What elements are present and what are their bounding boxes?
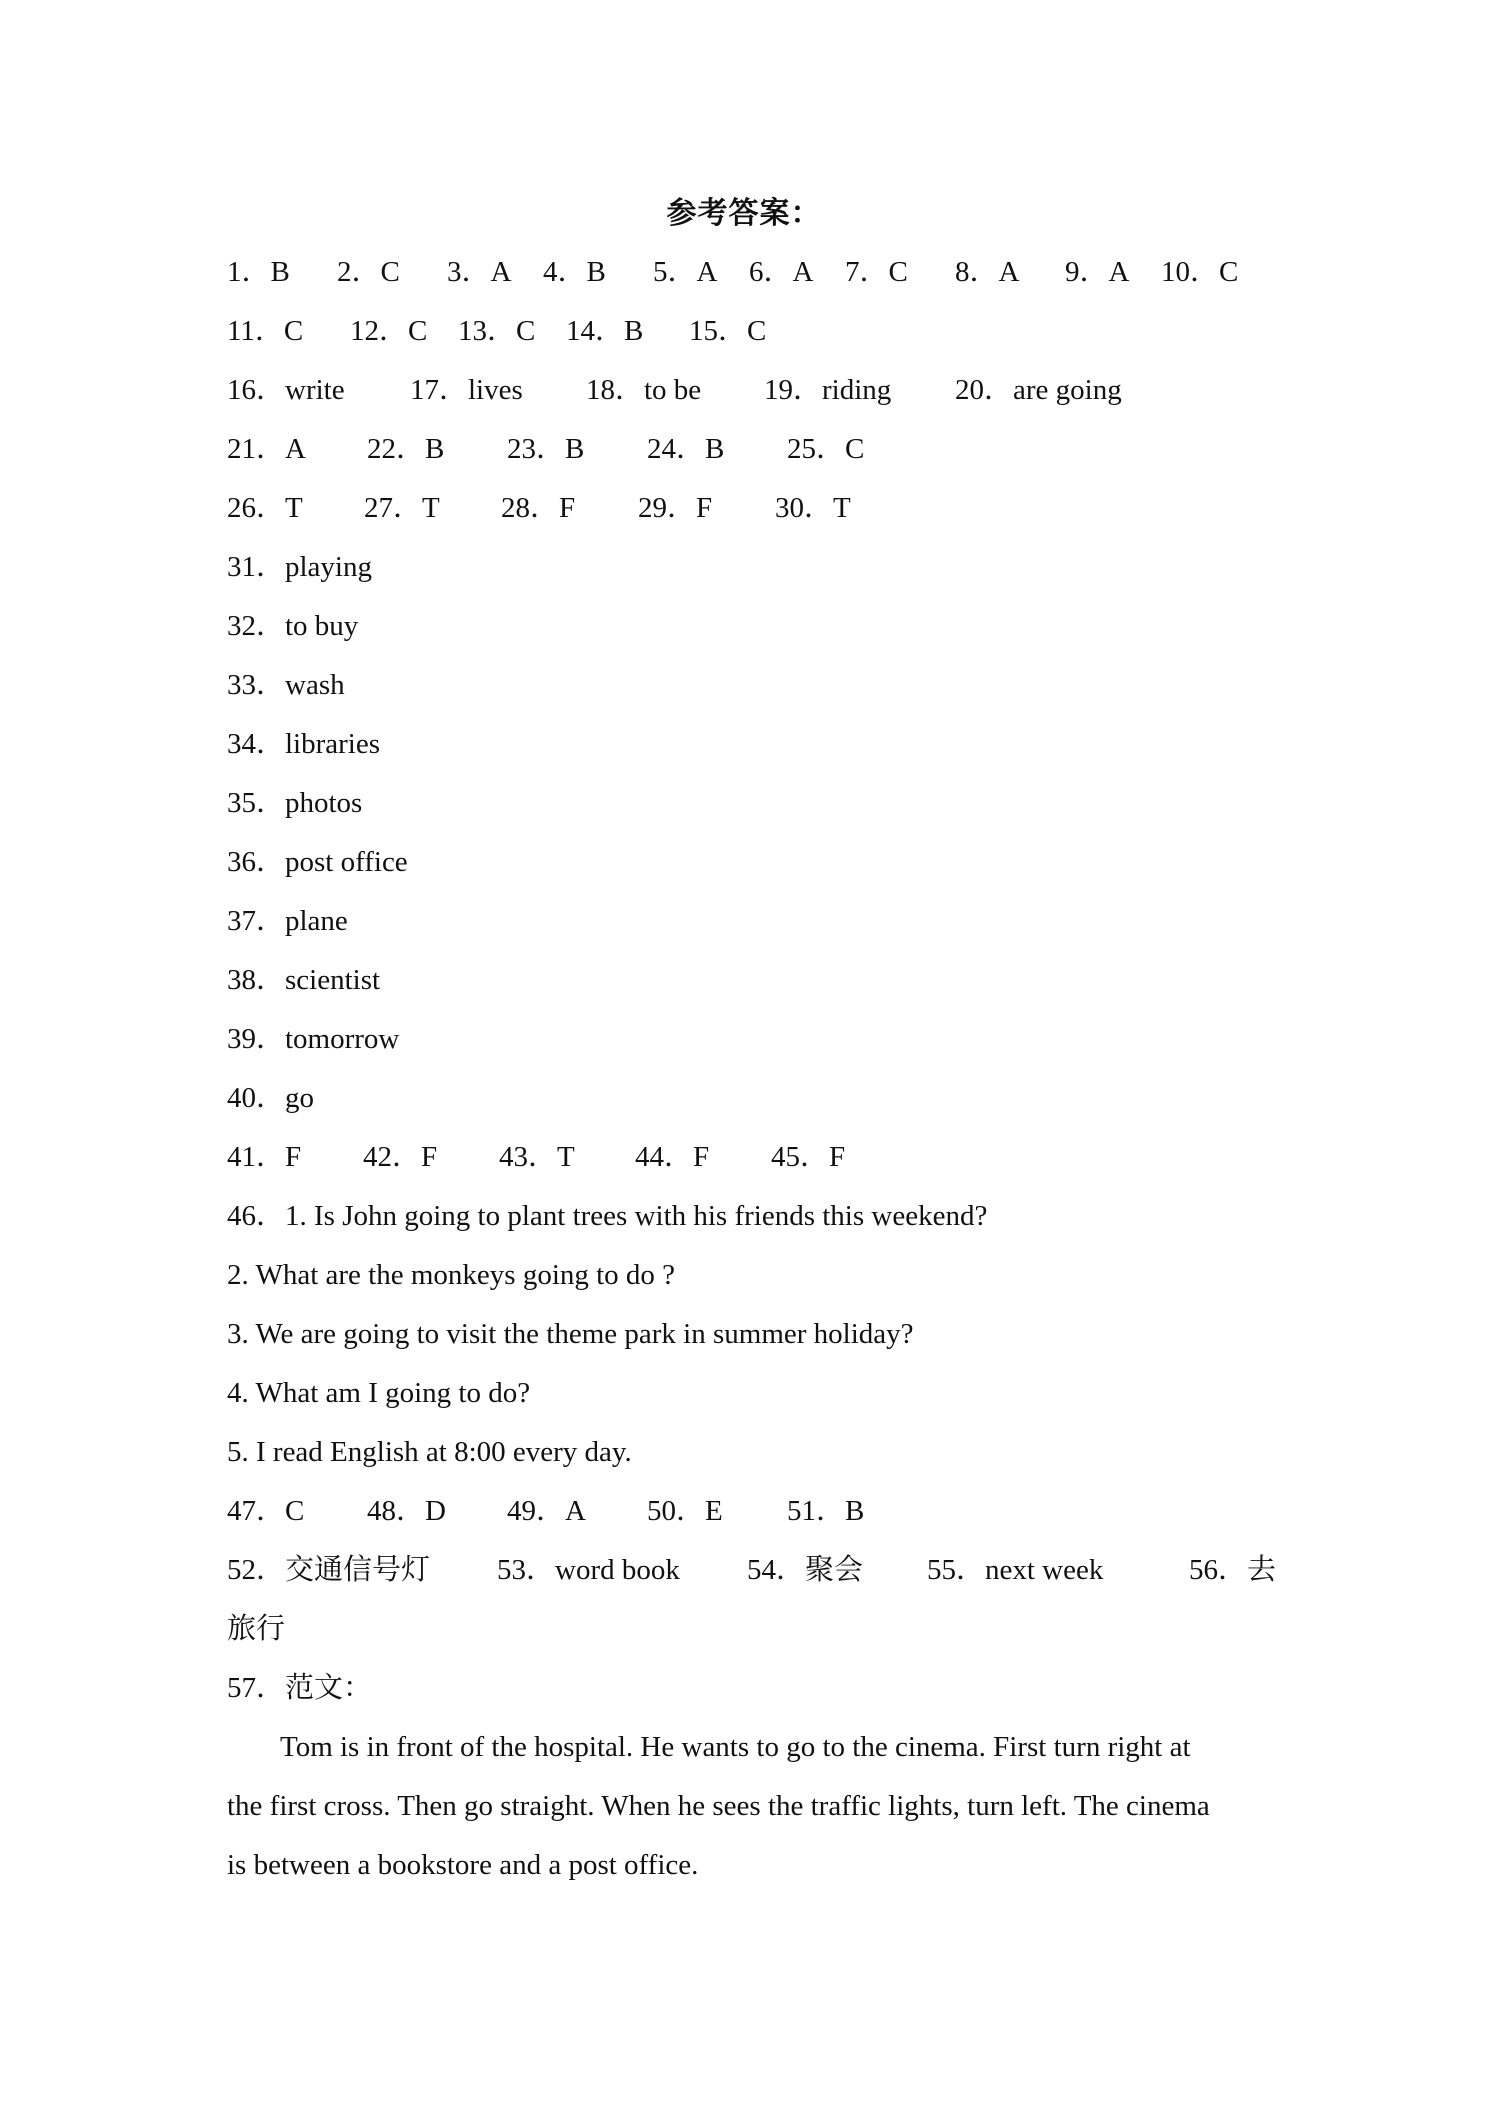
answer-item: 24．B — [647, 433, 725, 465]
answer-row-26-30 — [227, 479, 1277, 538]
answer-item: 26．T — [227, 492, 303, 524]
answer-row-1-10 — [227, 243, 1277, 302]
answer-item: 41．F — [227, 1141, 302, 1173]
answer-item: 42．F — [363, 1141, 438, 1173]
answer-item: 25．C — [787, 433, 865, 465]
answer-item: 2．C — [337, 256, 400, 288]
answer-46-line-5: 5. I read English at 8:00 every day. — [227, 1436, 632, 1468]
answer-item: 6．A — [749, 256, 814, 288]
answer-item: 1．B — [227, 256, 290, 288]
answer-31: 31．playing — [227, 551, 372, 583]
answer-32: 32．to buy — [227, 610, 359, 642]
answer-item: 29．F — [638, 492, 713, 524]
answer-46-line-3: 3. We are going to visit the theme park in summer holiday? — [227, 1318, 914, 1350]
answer-item: 50．E — [647, 1495, 723, 1527]
answer-item: 18．to be — [586, 374, 702, 406]
answer-item: 11．C — [227, 315, 304, 347]
answer-item: 21．A — [227, 433, 306, 465]
answer-46-line-4: 4. What am I going to do? — [227, 1377, 531, 1409]
answer-row-21-25 — [227, 420, 1277, 479]
answer-item: 30．T — [775, 492, 851, 524]
answer-item: 54．聚会 — [747, 1554, 864, 1586]
answer-item: 52．交通信号灯 — [227, 1554, 431, 1586]
answer-row-11-15 — [227, 302, 1277, 361]
answer-item: 10．C — [1161, 256, 1239, 288]
answer-item: 48．D — [367, 1495, 446, 1527]
answer-item: 49．A — [507, 1495, 586, 1527]
answer-36: 36．post office — [227, 846, 408, 878]
answer-item: 17．lives — [410, 374, 523, 406]
answer-40: 40．go — [227, 1082, 315, 1114]
answer-item: 55．next week — [927, 1554, 1104, 1586]
answer-46-line-1: 46．1. Is John going to plant trees with his friends this weekend? — [227, 1200, 988, 1232]
answer-item: 45．F — [771, 1141, 846, 1173]
answer-item: 44．F — [635, 1141, 710, 1173]
answer-item: 5．A — [653, 256, 718, 288]
answer-item: 8．A — [955, 256, 1020, 288]
answer-item: 16．write — [227, 374, 345, 406]
answer-item: 27．T — [364, 492, 440, 524]
answer-row-16-20 — [227, 361, 1277, 420]
answer-row-47-51 — [227, 1482, 1277, 1541]
answer-item: 19．riding — [764, 374, 892, 406]
answer-item: 20．are going — [955, 374, 1122, 406]
answer-item: 47．C — [227, 1495, 305, 1527]
answer-item: 15．C — [689, 315, 767, 347]
answer-item: 43．T — [499, 1141, 575, 1173]
answer-item: 13．C — [458, 315, 536, 347]
answer-row-52-56 — [227, 1541, 1277, 1600]
essay-line-3: is between a bookstore and a post office. — [227, 1849, 699, 1881]
answer-37: 37．plane — [227, 905, 348, 937]
essay-line-1: Tom is in front of the hospital. He wants to go to the cinema. First turn right at — [280, 1731, 1191, 1763]
answer-item: 7．C — [845, 256, 908, 288]
answer-35: 35．photos — [227, 787, 363, 819]
answer-item: 3．A — [447, 256, 512, 288]
answer-item: 9．A — [1065, 256, 1130, 288]
essay-line-2: the first cross. Then go straight. When he sees the traffic lights, turn left. The cinema — [227, 1790, 1210, 1822]
answer-38: 38．scientist — [227, 964, 381, 996]
page-title: 参考答案： — [666, 197, 822, 230]
answer-list — [227, 243, 1277, 1895]
answer-item: 53．word book — [497, 1554, 680, 1586]
answer-57-heading: 57．范文： — [227, 1672, 373, 1704]
answer-39: 39．tomorrow — [227, 1023, 400, 1055]
answer-item: 4．B — [543, 256, 606, 288]
answer-item: 56．去 — [1189, 1554, 1277, 1586]
answer-56-continued: 旅行 — [227, 1613, 286, 1645]
answer-33: 33．wash — [227, 669, 345, 701]
answer-item: 14．B — [566, 315, 644, 347]
answer-item: 51．B — [787, 1495, 865, 1527]
answer-item: 22．B — [367, 433, 445, 465]
answer-34: 34．libraries — [227, 728, 381, 760]
answer-row-41-45 — [227, 1128, 1277, 1187]
answer-item: 28．F — [501, 492, 576, 524]
answer-item: 23．B — [507, 433, 585, 465]
answer-item: 12．C — [350, 315, 428, 347]
answer-46-line-2: 2. What are the monkeys going to do ? — [227, 1259, 676, 1291]
